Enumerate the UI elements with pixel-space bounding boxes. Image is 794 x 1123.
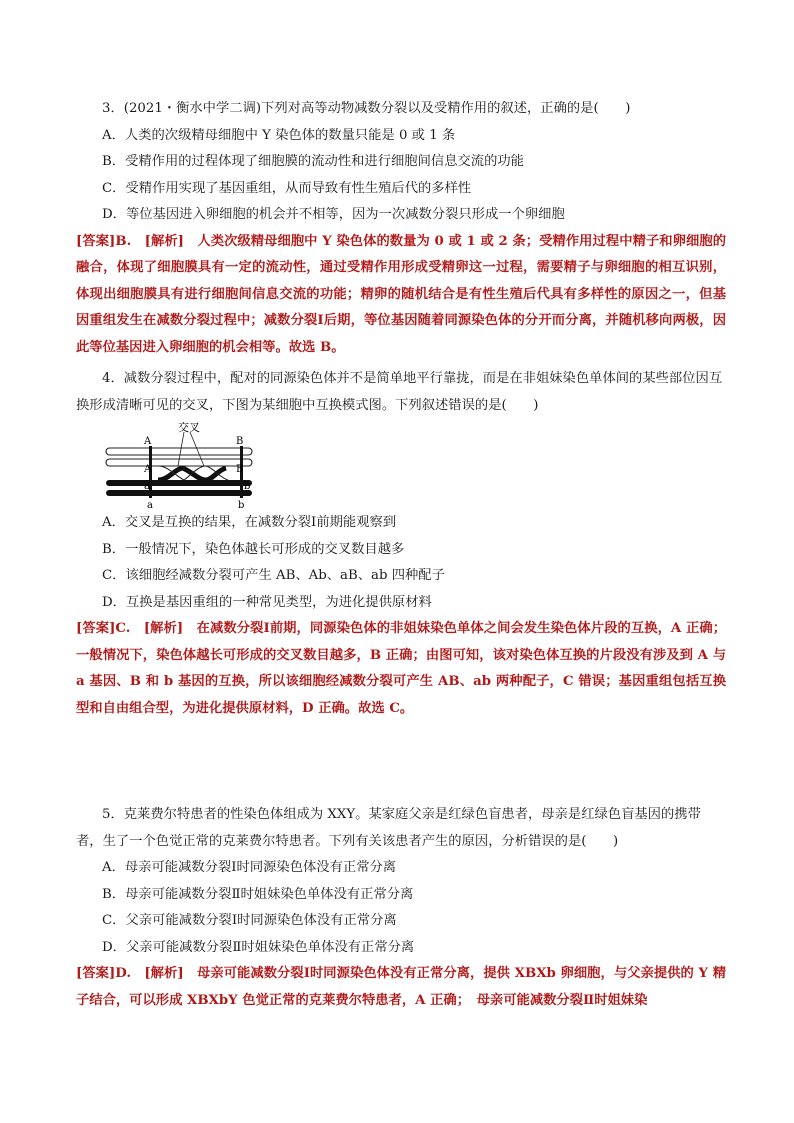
label-right-top: B	[236, 436, 244, 447]
cross-label: 交叉	[178, 421, 200, 434]
question-3-option-d: D．等位基因进入卵细胞的机会并不相等，因为一次减数分裂只形成一个卵细胞	[102, 207, 565, 222]
label-left-bottom: a	[147, 500, 153, 511]
label-left-mid: A	[144, 464, 152, 475]
question-4	[76, 366, 726, 419]
crossover-diagram	[98, 420, 260, 512]
question-4-option-a: A．交叉是互换的结果，在减数分裂Ⅰ前期能观察到	[102, 515, 397, 530]
label-left-top: A	[144, 436, 152, 447]
label-left-low: a	[144, 481, 150, 492]
question-4-answer: [答案]C. [解析] 在减数分裂Ⅰ前期，同源染色体的非姐妹染色单体之间会发生染色体片段的互换，A 正确；一般情况下，染色体越长可形成的交叉数目越多，B 正确；由图可知，该对染色体互换的片段没有涉及到 A 与 a 基因、B 和 b 基因的互换，所以该细胞经减数分裂可产生 AB、ab 两种配子，C 错误；基因重组包括互换型和自由组合型，为进化提供原材料，D 正确。故选 C。	[76, 621, 726, 716]
question-4-stem: 4．减数分裂过程中，配对的同源染色体并不是简单地平行靠拢，而是在非姐妹染色单体间的某些部位因互换形成清晰可见的交叉，下图为某细胞中互换模式图。下列叙述错误的是( )	[76, 371, 723, 413]
question-5-stem: 5．克莱费尔特患者的性染色体组成为 XXY。某家庭父亲是红绿色盲患者，母亲是红绿色盲基因的携带者，生了一个色觉正常的克莱费尔特患者。下列有关该患者产生的原因，分析错误的是( )	[76, 807, 701, 849]
question-3-option-a: A．人类的次级精母细胞中 Y 染色体的数量只能是 0 或 1 条	[102, 127, 456, 143]
question-5-option-c: C．父亲可能减数分裂Ⅰ时同源染色体没有正常分离	[102, 913, 397, 928]
question-4-option-c: C．该细胞经减数分裂可产生 AB、Ab、aB、ab 四种配子	[102, 568, 445, 583]
chromatid-1	[106, 448, 252, 455]
question-5	[76, 802, 726, 1014]
label-right-mid: B	[236, 464, 244, 475]
question-3	[76, 96, 726, 361]
question-5-answer: [答案]D. [解析] 母亲可能减数分裂Ⅰ时同源染色体没有正常分离，提供 XBXb 卵细胞，与父亲提供的 Y 精子结合，可以形成 XBXbY 色觉正常的克莱费尔特患者，A 正确； 母亲可能减数分裂Ⅱ时姐妹染	[76, 966, 726, 1008]
label-right-bottom: b	[238, 500, 245, 511]
question-4-body	[76, 510, 726, 722]
question-5-option-a: A．母亲可能减数分裂Ⅰ时同源染色体没有正常分离	[102, 860, 397, 875]
label-right-low: b	[244, 481, 251, 492]
question-3-option-b: B．受精作用的过程体现了细胞膜的流动性和进行细胞间信息交流的功能	[102, 154, 524, 169]
question-4-option-d: D．互换是基因重组的一种常见类型，为进化提供原材料	[102, 594, 432, 610]
question-4-option-b: B．一般情况下，染色体越长可形成的交叉数目越多	[102, 541, 405, 557]
question-3-stem: 3．(2021・衡水中学二调)下列对高等动物减数分裂以及受精作用的叙述，正确的是( )	[102, 101, 631, 116]
chromatid-4	[106, 490, 252, 496]
question-3-answer: [答案]B. [解析] 人类次级精母细胞中 Y 染色体的数量为 0 或 1 或 2 条；受精作用过程中精子和卵细胞的融合，体现了细胞膜具有一定的流动性，通过受精作用形成受精卵这一过程，需要精子与卵细胞的相互识别，体现出细胞膜具有进行细胞间信息交流的功能；精卵的随机结合是有性生殖后代具有多样性的原因之一，但基因重组发生在减数分裂过程中；减数分裂Ⅰ后期，等位基因随着同源染色体的分开而分离，并随机移向两极，因此等位基因进入卵细胞的机会相等。故选 B。	[76, 233, 726, 355]
question-5-option-d: D．父亲可能减数分裂Ⅱ时姐妹染色单体没有正常分离	[102, 939, 415, 955]
crossover-figure	[98, 420, 260, 512]
chromatid-3	[106, 480, 252, 486]
question-3-option-c: C．受精作用实现了基因重组，从而导致有性生殖后代的多样性	[102, 180, 472, 196]
question-5-option-b: B．母亲可能减数分裂Ⅱ时姐妹染色单体没有正常分离	[102, 886, 414, 902]
